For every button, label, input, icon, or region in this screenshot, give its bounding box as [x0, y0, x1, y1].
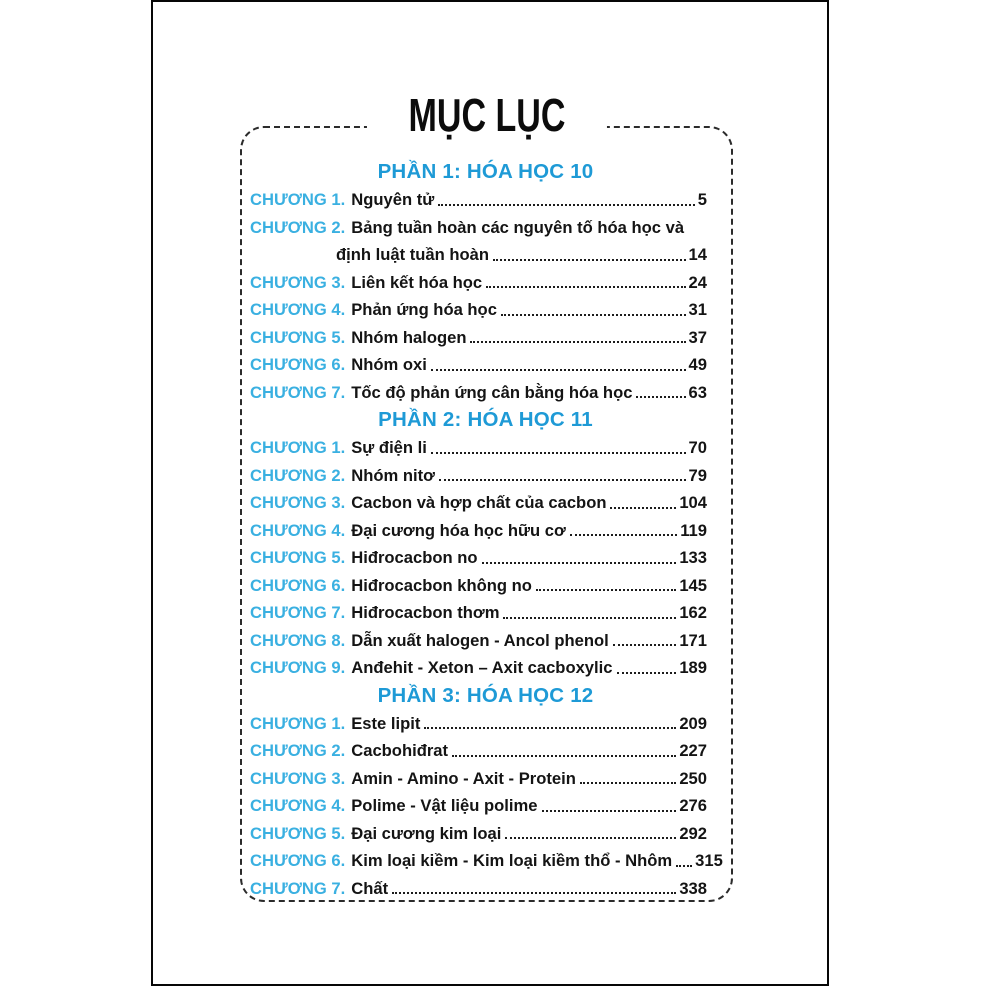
toc-entry: [250, 324, 707, 352]
dot-leader: [486, 286, 685, 288]
chapter-title: Nhóm halogen: [351, 327, 467, 347]
page-number: 250: [679, 768, 707, 788]
chapter-label: CHƯƠNG 1.: [250, 190, 346, 209]
dot-leader: [613, 644, 677, 646]
chapter-title: Hiđrocacbon thơm: [351, 603, 500, 622]
chapter-title: Nhóm nitơ: [351, 465, 435, 485]
chapter-label: CHƯƠNG 8.: [250, 630, 346, 650]
chapter-label: CHƯƠNG 5.: [250, 548, 346, 567]
dot-leader: [610, 507, 676, 509]
chapter-label: CHƯƠNG 7.: [250, 382, 346, 402]
page-number: 70: [688, 438, 707, 457]
toc-entry: [250, 489, 707, 517]
page-number: 79: [688, 465, 707, 485]
chapter-title: Amin - Amino - Axit - Protein: [351, 768, 576, 788]
toc-entry: [250, 599, 707, 627]
page-number: 104: [679, 493, 707, 512]
dot-leader: [676, 865, 692, 867]
toc-entry: [250, 186, 707, 214]
section-heading-part-1: PHẦN 1: HÓA HỌC 10: [377, 160, 594, 183]
chapter-label: CHƯƠNG 7.: [250, 878, 346, 898]
dot-leader: [392, 892, 676, 894]
toc-box: [240, 89, 733, 902]
toc-entry: [250, 296, 707, 324]
chapter-title: Phản ứng hóa học: [351, 300, 497, 319]
chapter-title: Hiđrocacbon no: [351, 548, 478, 567]
toc-entry: [250, 379, 707, 407]
toc-entry: [250, 462, 707, 490]
chapter-label: CHƯƠNG 2.: [250, 465, 346, 485]
page-number: 276: [679, 796, 707, 815]
toc-entry: [250, 792, 707, 820]
chapter-title: Chất: [351, 878, 389, 898]
page-number: 292: [679, 823, 707, 843]
toc-entry: [250, 875, 707, 903]
dot-leader: [636, 396, 685, 398]
page-number: 14: [688, 245, 707, 264]
chapter-label: CHƯƠNG 7.: [250, 603, 346, 622]
chapter-title: Dẫn xuất halogen - Ancol phenol: [351, 630, 609, 650]
section-heading-part-2: PHẦN 2: HÓA HỌC 11: [378, 408, 593, 431]
toc-entry: [250, 269, 707, 297]
chapter-title: Tốc độ phản ứng cân bằng hóa học: [351, 382, 633, 402]
dot-leader: [439, 479, 686, 481]
dot-leader: [617, 672, 677, 674]
page-number: 189: [679, 658, 707, 677]
chapter-label: CHƯƠNG 4.: [250, 300, 346, 319]
dot-leader: [580, 782, 676, 784]
toc-entry: [250, 544, 707, 572]
dot-leader: [501, 314, 686, 316]
page-number: 5: [697, 190, 707, 209]
chapter-title: Liên kết hóa học: [351, 272, 483, 292]
dot-leader: [431, 369, 686, 371]
toc-entry: [250, 765, 707, 793]
page-number: 227: [679, 741, 707, 760]
page-number: 145: [679, 575, 707, 595]
chapter-title: Đại cương hóa học hữu cơ: [351, 520, 566, 540]
chapter-label: CHƯƠNG 1.: [250, 438, 346, 457]
page-title-text: MỤC LỤC: [408, 89, 565, 141]
chapter-label: CHƯƠNG 2.: [250, 217, 346, 237]
toc-entry: [250, 737, 707, 765]
chapter-label: CHƯƠNG 5.: [250, 327, 346, 347]
chapter-title: Cacbohiđrat: [351, 741, 449, 760]
page-number: 162: [679, 603, 707, 622]
chapter-title: Polime - Vật liệu polime: [351, 796, 538, 815]
page-number: 119: [680, 520, 707, 540]
chapter-title: Cacbon và hợp chất của cacbon: [351, 493, 607, 512]
page-number: 209: [679, 713, 707, 733]
dot-leader: [542, 810, 677, 812]
chapter-label: CHƯƠNG 3.: [250, 272, 346, 292]
page-title: [366, 89, 606, 141]
toc-entry: [250, 820, 707, 848]
chapter-title: Nguyên tử: [351, 190, 435, 209]
toc-entry: [250, 434, 707, 462]
chapter-label: CHƯƠNG 6.: [250, 851, 346, 870]
chapter-title: Đại cương kim loại: [351, 823, 502, 843]
chapter-label: CHƯƠNG 5.: [250, 823, 346, 843]
book-page: [151, 0, 829, 986]
chapter-title-continuation: định luật tuần hoàn: [336, 245, 490, 264]
dot-leader: [452, 755, 676, 757]
toc-entry: [250, 214, 707, 242]
chapter-title: Sự điện li: [351, 438, 427, 457]
dot-leader: [493, 259, 686, 261]
chapter-title: Este lipit: [351, 713, 421, 733]
dot-leader: [438, 204, 695, 206]
toc-entry: [250, 847, 723, 875]
chapter-label: CHƯƠNG 3.: [250, 768, 346, 788]
page-number: 49: [688, 355, 707, 374]
page-number: 338: [679, 878, 707, 898]
dot-leader: [470, 341, 685, 343]
page-number: 315: [695, 851, 723, 870]
toc-entry-continuation: [250, 241, 707, 269]
toc-entry: [250, 654, 707, 682]
page-number: 63: [688, 382, 707, 402]
chapter-label: CHƯƠNG 9.: [250, 658, 346, 677]
chapter-label: CHƯƠNG 6.: [250, 355, 346, 374]
dot-leader: [536, 589, 676, 591]
chapter-label: CHƯƠNG 2.: [250, 741, 346, 760]
chapter-title: Anđehit - Xeton – Axit cacboxylic: [351, 658, 613, 677]
page-number: 37: [688, 327, 707, 347]
toc-entry: [250, 517, 707, 545]
chapter-label: CHƯƠNG 4.: [250, 520, 346, 540]
chapter-label: CHƯƠNG 1.: [250, 713, 346, 733]
chapter-title: Hiđrocacbon không no: [351, 575, 532, 595]
toc-entry: [250, 351, 707, 379]
chapter-label: CHƯƠNG 4.: [250, 796, 346, 815]
section-heading-part-3: PHẦN 3: HÓA HỌC 12: [377, 683, 594, 707]
chapter-label: CHƯƠNG 6.: [250, 575, 346, 595]
chapter-label: CHƯƠNG 3.: [250, 493, 346, 512]
page-number: 133: [679, 548, 707, 567]
dot-leader: [570, 534, 677, 536]
chapter-title: Bảng tuần hoàn các nguyên tố hóa học và: [351, 217, 685, 237]
page-number: 171: [679, 630, 707, 650]
chapter-title: Kim loại kiềm - Kim loại kiềm thổ - Nhôm: [351, 851, 673, 870]
page-number: 31: [688, 300, 707, 319]
toc-entry: [250, 627, 707, 655]
toc-entry: [250, 710, 707, 738]
dot-leader: [424, 727, 676, 729]
dot-leader: [482, 562, 677, 564]
dot-leader: [505, 837, 676, 839]
page-number: 24: [688, 272, 707, 292]
dot-leader: [431, 452, 686, 454]
chapter-title: Nhóm oxi: [351, 355, 427, 374]
dot-leader: [503, 617, 676, 619]
toc-entry: [250, 572, 707, 600]
